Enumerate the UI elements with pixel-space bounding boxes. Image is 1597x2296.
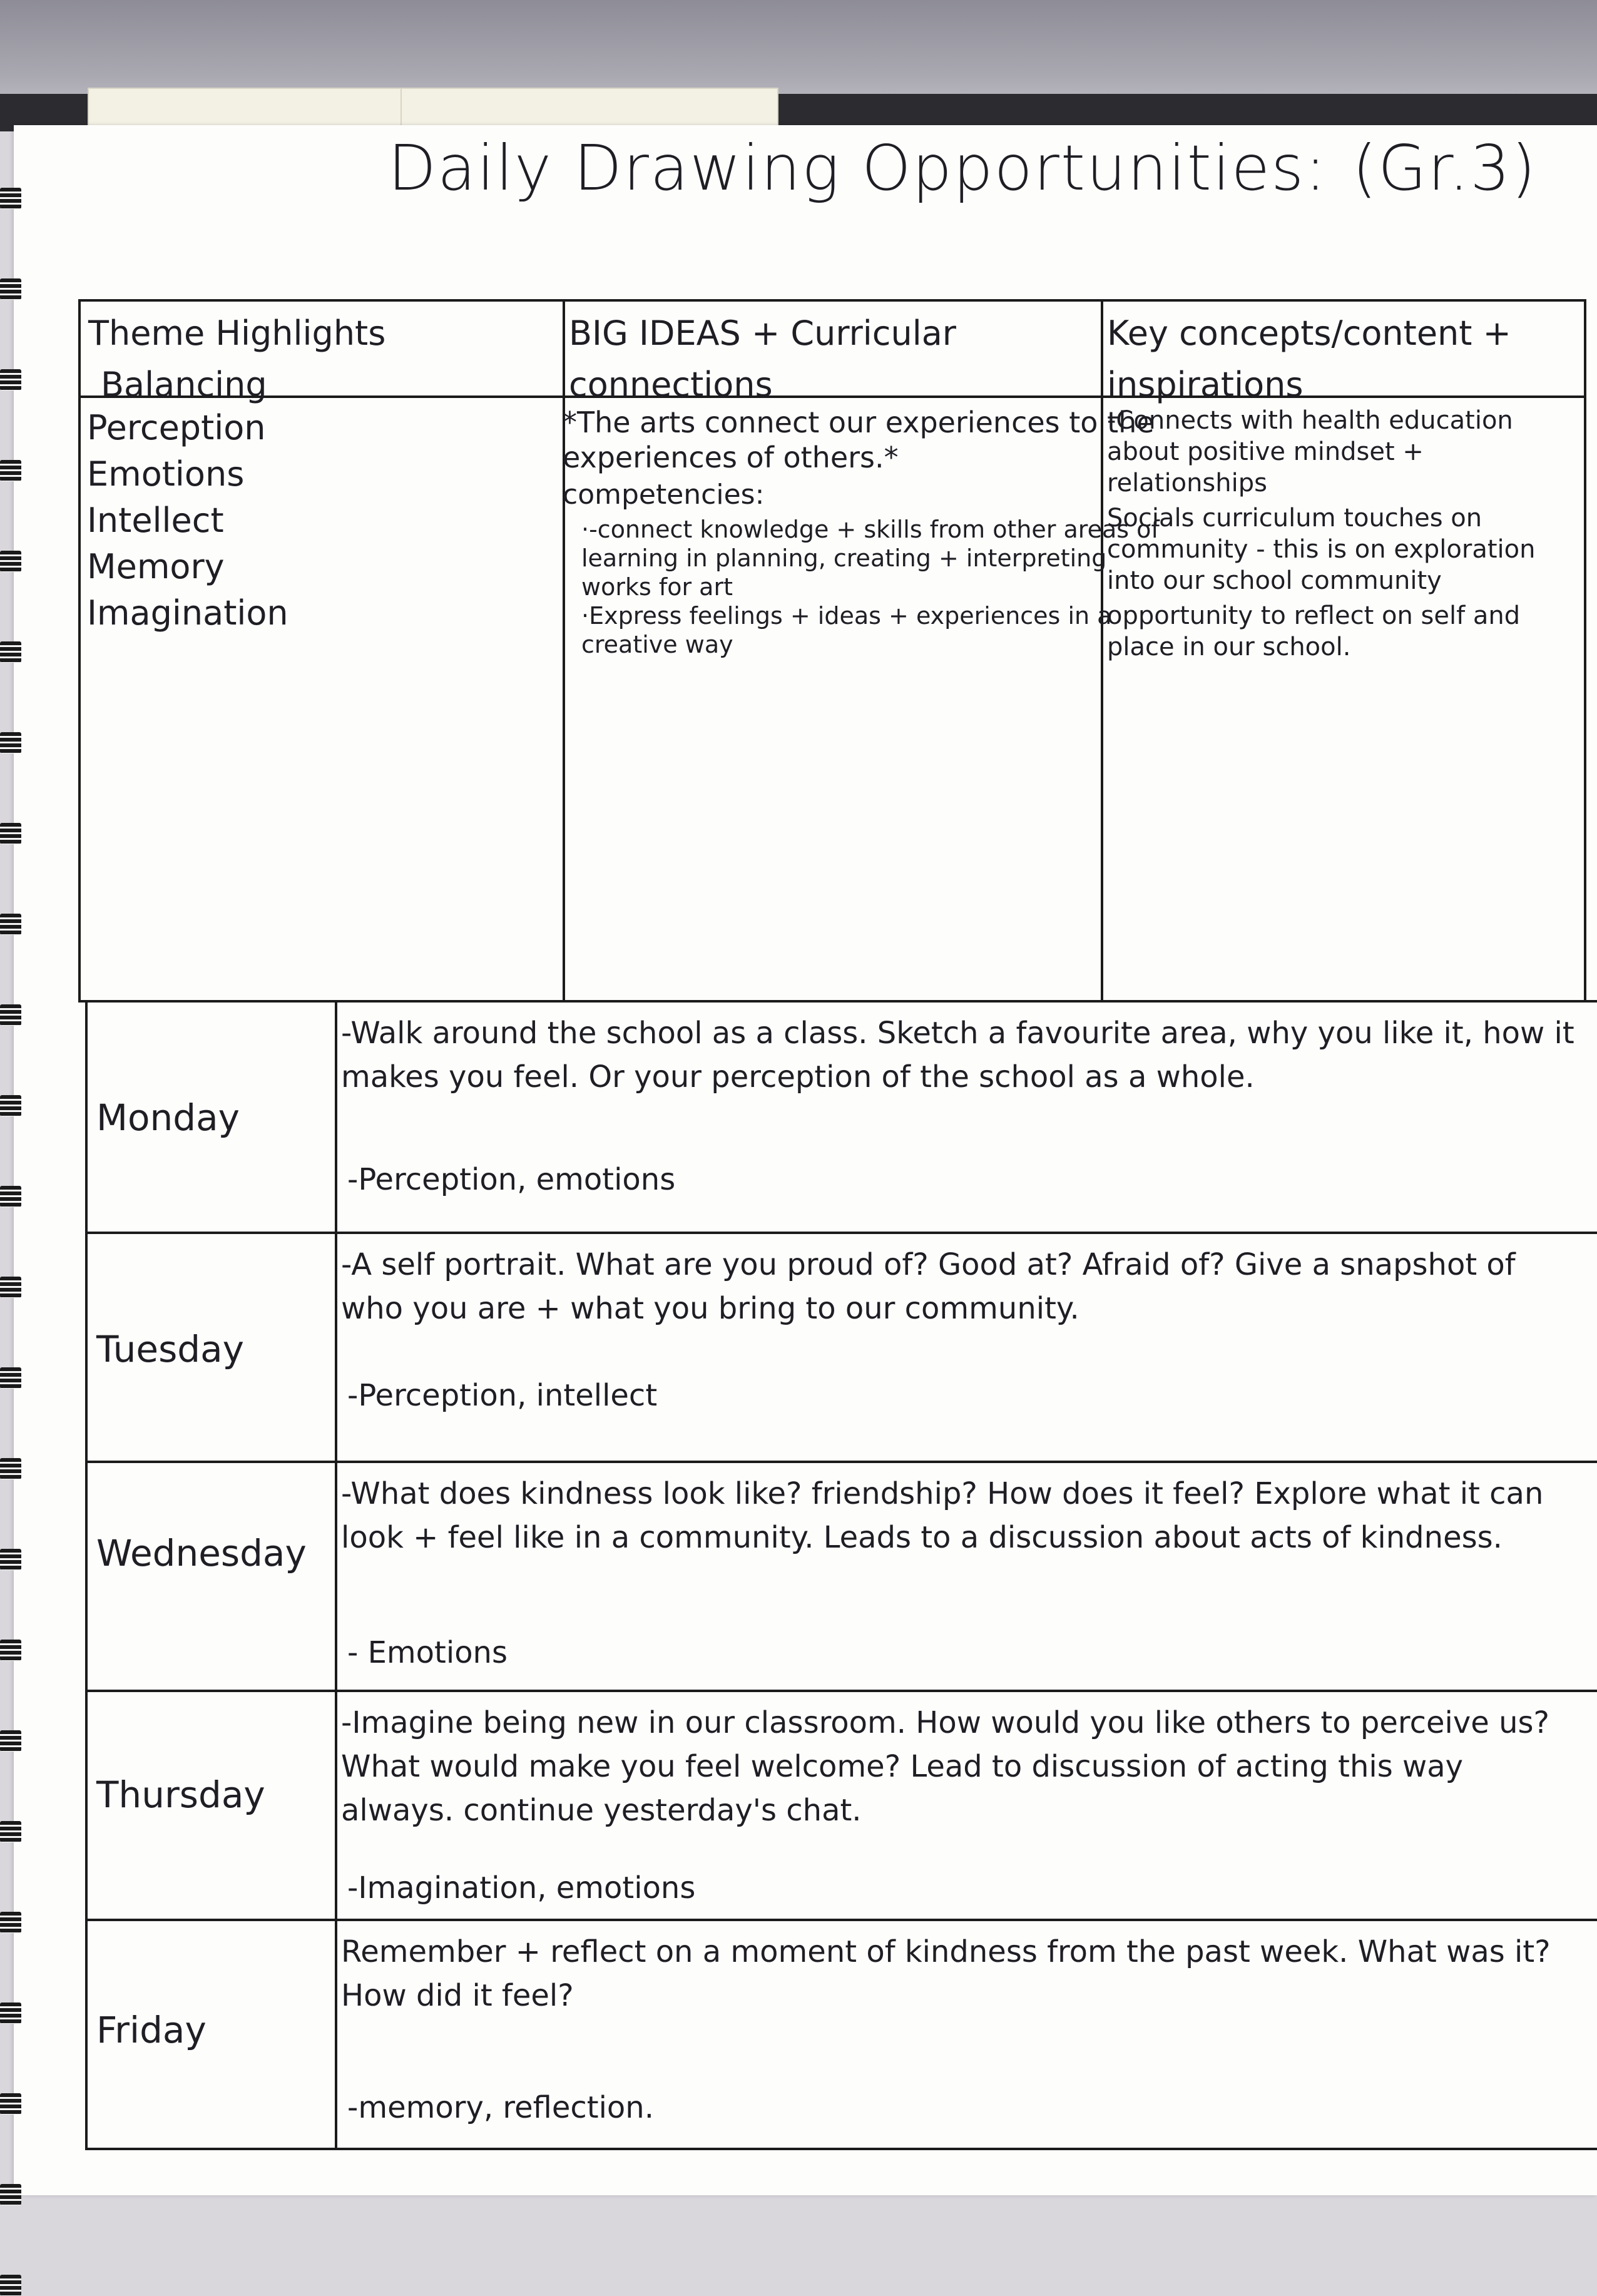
binding-ring bbox=[0, 1095, 21, 1116]
key-concept-item: Socials curriculum touches on community - this is on exploration into our school community bbox=[1107, 504, 1536, 595]
binding-ring bbox=[0, 641, 21, 663]
day-row-thursday bbox=[88, 1690, 1597, 1919]
day-row-monday bbox=[88, 1000, 1597, 1232]
binding-ring bbox=[0, 278, 21, 300]
theme-list bbox=[87, 405, 288, 636]
day-name: Tuesday bbox=[96, 1328, 244, 1370]
day-activity: -What does kindness look like? friendship? How does it feel? Explore what it can look + feel like in a community. Leads to a discussion about acts of kindness. bbox=[341, 1476, 1544, 1555]
day-tags: -Perception, emotions bbox=[347, 1162, 676, 1197]
title-text: Daily Drawing Opportunities: bbox=[388, 131, 1327, 205]
header-line: Theme Highlights bbox=[88, 314, 386, 353]
grade-label: (Gr.3) bbox=[1352, 131, 1537, 205]
row-divider bbox=[335, 1463, 337, 1690]
row-divider bbox=[335, 1003, 337, 1232]
big-ideas-body bbox=[563, 405, 1176, 659]
binding-ring bbox=[0, 2275, 21, 2296]
theme-item: Emotions bbox=[87, 454, 245, 494]
binding-ring bbox=[0, 1458, 21, 1479]
big-idea-text: *The arts connect our experiences to the experiences of others.* bbox=[563, 406, 1155, 474]
binding-ring bbox=[0, 1549, 21, 1570]
header-big-ideas bbox=[569, 308, 956, 411]
day-name: Wednesday bbox=[96, 1532, 307, 1574]
theme-item: Memory bbox=[87, 547, 225, 586]
binding-ring bbox=[0, 551, 21, 572]
page-title bbox=[388, 131, 1577, 205]
theme-item: Perception bbox=[87, 408, 266, 447]
binding-ring bbox=[0, 1277, 21, 1298]
day-activity: -Walk around the school as a class. Sketch a favourite area, why you like it, how it makes you feel. Or your perception of the school as a whole. bbox=[341, 1016, 1574, 1094]
spiral-binding bbox=[0, 188, 25, 2159]
binding-ring bbox=[0, 1367, 21, 1389]
key-concepts-body bbox=[1107, 405, 1583, 666]
key-concept-item: opportunity to reflect on self and place in our school. bbox=[1107, 601, 1521, 661]
row-divider bbox=[335, 1921, 337, 2148]
theme-item: Intellect bbox=[87, 501, 224, 540]
binding-ring bbox=[0, 1912, 21, 1933]
header-key-concepts bbox=[1107, 308, 1511, 411]
day-name: Monday bbox=[96, 1096, 240, 1139]
binding-ring bbox=[0, 1186, 21, 1207]
day-tags: -Imagination, emotions bbox=[347, 1870, 696, 1906]
weekly-schedule bbox=[85, 1000, 1597, 2150]
binding-ring bbox=[0, 188, 21, 209]
competencies-label: competencies: bbox=[563, 479, 765, 511]
header-line: connections bbox=[569, 365, 773, 404]
binding-ring bbox=[0, 2184, 21, 2205]
day-activity: -A self portrait. What are you proud of? Good at? Afraid of? Give a snapshot of who you are + what you bring to our community. bbox=[341, 1247, 1516, 1326]
header-line: inspirations bbox=[1107, 365, 1304, 404]
binding-ring bbox=[0, 1821, 21, 1842]
binding-ring bbox=[0, 1730, 21, 1752]
header-line: Balancing bbox=[101, 365, 267, 404]
binding-ring bbox=[0, 823, 21, 844]
key-concept-item: -Connects with health education about positive mindset + relationships bbox=[1107, 406, 1513, 497]
day-activity: Remember + reflect on a moment of kindness from the past week. What was it? How did it feel? bbox=[341, 1934, 1551, 2013]
header-line: Key concepts/content + bbox=[1107, 314, 1511, 353]
day-row-friday bbox=[88, 1919, 1597, 2148]
competency-item: · Express feelings + ideas + experiences in a creative way bbox=[581, 601, 1176, 659]
theme-item: Imagination bbox=[87, 593, 288, 633]
day-row-tuesday bbox=[88, 1232, 1597, 1461]
binding-ring bbox=[0, 1004, 21, 1026]
header-line: BIG IDEAS + Curricular bbox=[569, 314, 956, 353]
day-name: Thursday bbox=[96, 1773, 265, 1816]
curriculum-table bbox=[78, 299, 1586, 1003]
binding-ring bbox=[0, 1640, 21, 1661]
day-tags: - Emotions bbox=[347, 1635, 508, 1670]
binding-ring bbox=[0, 732, 21, 753]
row-divider bbox=[335, 1234, 337, 1461]
day-row-wednesday bbox=[88, 1461, 1597, 1690]
header-theme-highlights bbox=[88, 308, 385, 411]
row-divider bbox=[335, 1692, 337, 1919]
day-name: Friday bbox=[96, 2009, 207, 2051]
binding-ring bbox=[0, 914, 21, 935]
binding-ring bbox=[0, 2003, 21, 2024]
day-tags: -Perception, intellect bbox=[347, 1378, 658, 1413]
binding-ring bbox=[0, 369, 21, 390]
competency-item: · -connect knowledge + skills from other areas of learning in planning, creating + interpreting works for art bbox=[581, 515, 1176, 601]
competencies-list bbox=[563, 515, 1176, 659]
binding-ring bbox=[0, 2093, 21, 2115]
day-activity: -Imagine being new in our classroom. How would you like others to perceive us? What would make you feel welcome? Lead to discussion of acting this way always. continue yesterday's chat. bbox=[341, 1705, 1549, 1828]
day-tags: -memory, reflection. bbox=[347, 2090, 654, 2125]
binding-ring bbox=[0, 460, 21, 481]
